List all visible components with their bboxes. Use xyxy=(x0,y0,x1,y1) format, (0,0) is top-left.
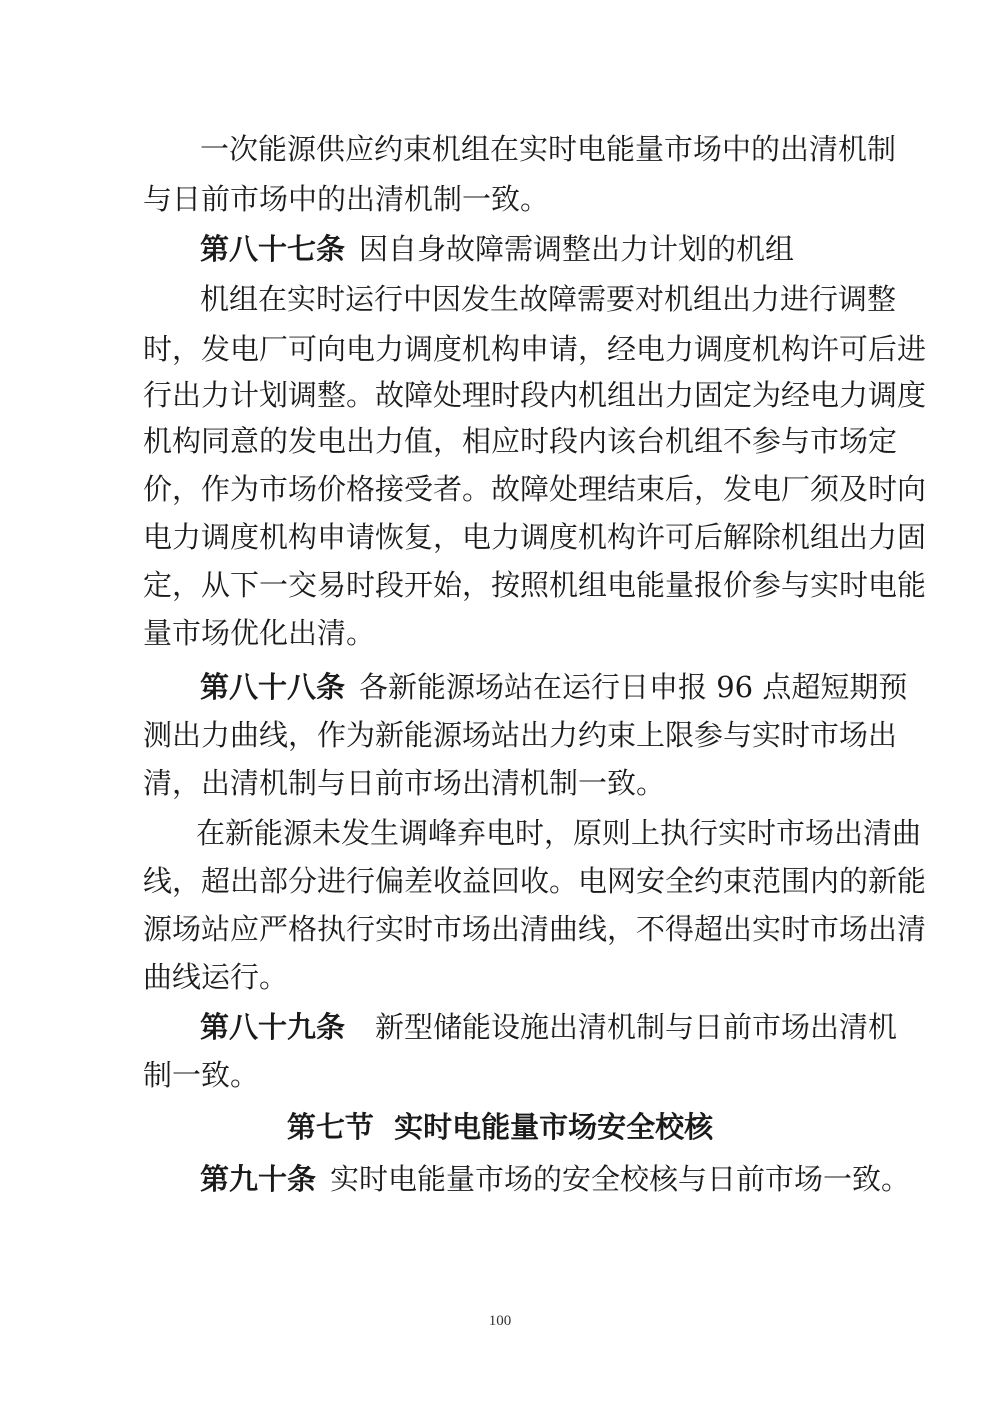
article-title: 因自身故障需调整出力计划的机组 xyxy=(359,232,795,266)
body-line: 一次能源供应约束机组在实时电能量市场中的出清机制 xyxy=(200,132,897,166)
section-title: 第七节 实时电能量市场安全校核 xyxy=(286,1110,714,1144)
body-line: 量市场优化出清。 xyxy=(143,616,376,650)
body-line: 行出力计划调整。故障处理时段内机组出力固定为经电力调度 xyxy=(143,378,927,412)
body-line: 线，超出部分进行偏差收益回收。电网安全约束范围内的新能 xyxy=(143,864,927,898)
body-line: 机构同意的发电出力值，相应时段内该台机组不参与市场定 xyxy=(143,424,898,458)
article-label: 第八十八条 xyxy=(200,670,346,704)
article-label: 第八十七条 xyxy=(200,232,346,266)
body-line: 与日前市场中的出清机制一致。 xyxy=(143,182,550,216)
article-89-first-line xyxy=(200,1002,898,1052)
body-line: 源场站应严格执行实时市场出清曲线，不得超出实时市场出清 xyxy=(143,912,927,946)
body-line: 测出力曲线，作为新能源场站出力约束上限参与实时市场出 xyxy=(143,718,898,752)
body-line: 清，出清机制与日前市场出清机制一致。 xyxy=(143,766,666,800)
page-number: 100 xyxy=(488,1313,512,1329)
article-label: 第九十条 xyxy=(200,1162,317,1196)
article-90-line xyxy=(200,1154,911,1204)
article-label: 第八十九条 xyxy=(200,1010,346,1044)
body-line: 价，作为市场价格接受者。故障处理结束后，发电厂须及时向 xyxy=(143,472,927,506)
article-text: 实时电能量市场的安全校核与日前市场一致。 xyxy=(330,1162,911,1196)
body-line: 定，从下一交易时段开始，按照机组电能量报价参与实时电能 xyxy=(143,568,927,602)
article-text: 新型储能设施出清机制与日前市场出清机 xyxy=(375,1010,898,1044)
body-line: 制一致。 xyxy=(143,1058,260,1092)
body-line: 机组在实时运行中因发生故障需要对机组出力进行调整 xyxy=(200,282,897,316)
body-line: 电力调度机构申请恢复，电力调度机构许可后解除机组出力固 xyxy=(143,520,927,554)
body-line: 在新能源未发生调峰弃电时，原则上执行实时市场出清曲 xyxy=(196,816,922,850)
body-line: 曲线运行。 xyxy=(143,960,289,994)
article-87-heading xyxy=(200,224,863,274)
article-88-first-line xyxy=(200,662,908,712)
body-line: 时，发电厂可向电力调度机构申请，经电力调度机构许可后进 xyxy=(143,332,927,366)
article-text: 各新能源场站在运行日申报 96 点超短期预 xyxy=(359,670,908,704)
